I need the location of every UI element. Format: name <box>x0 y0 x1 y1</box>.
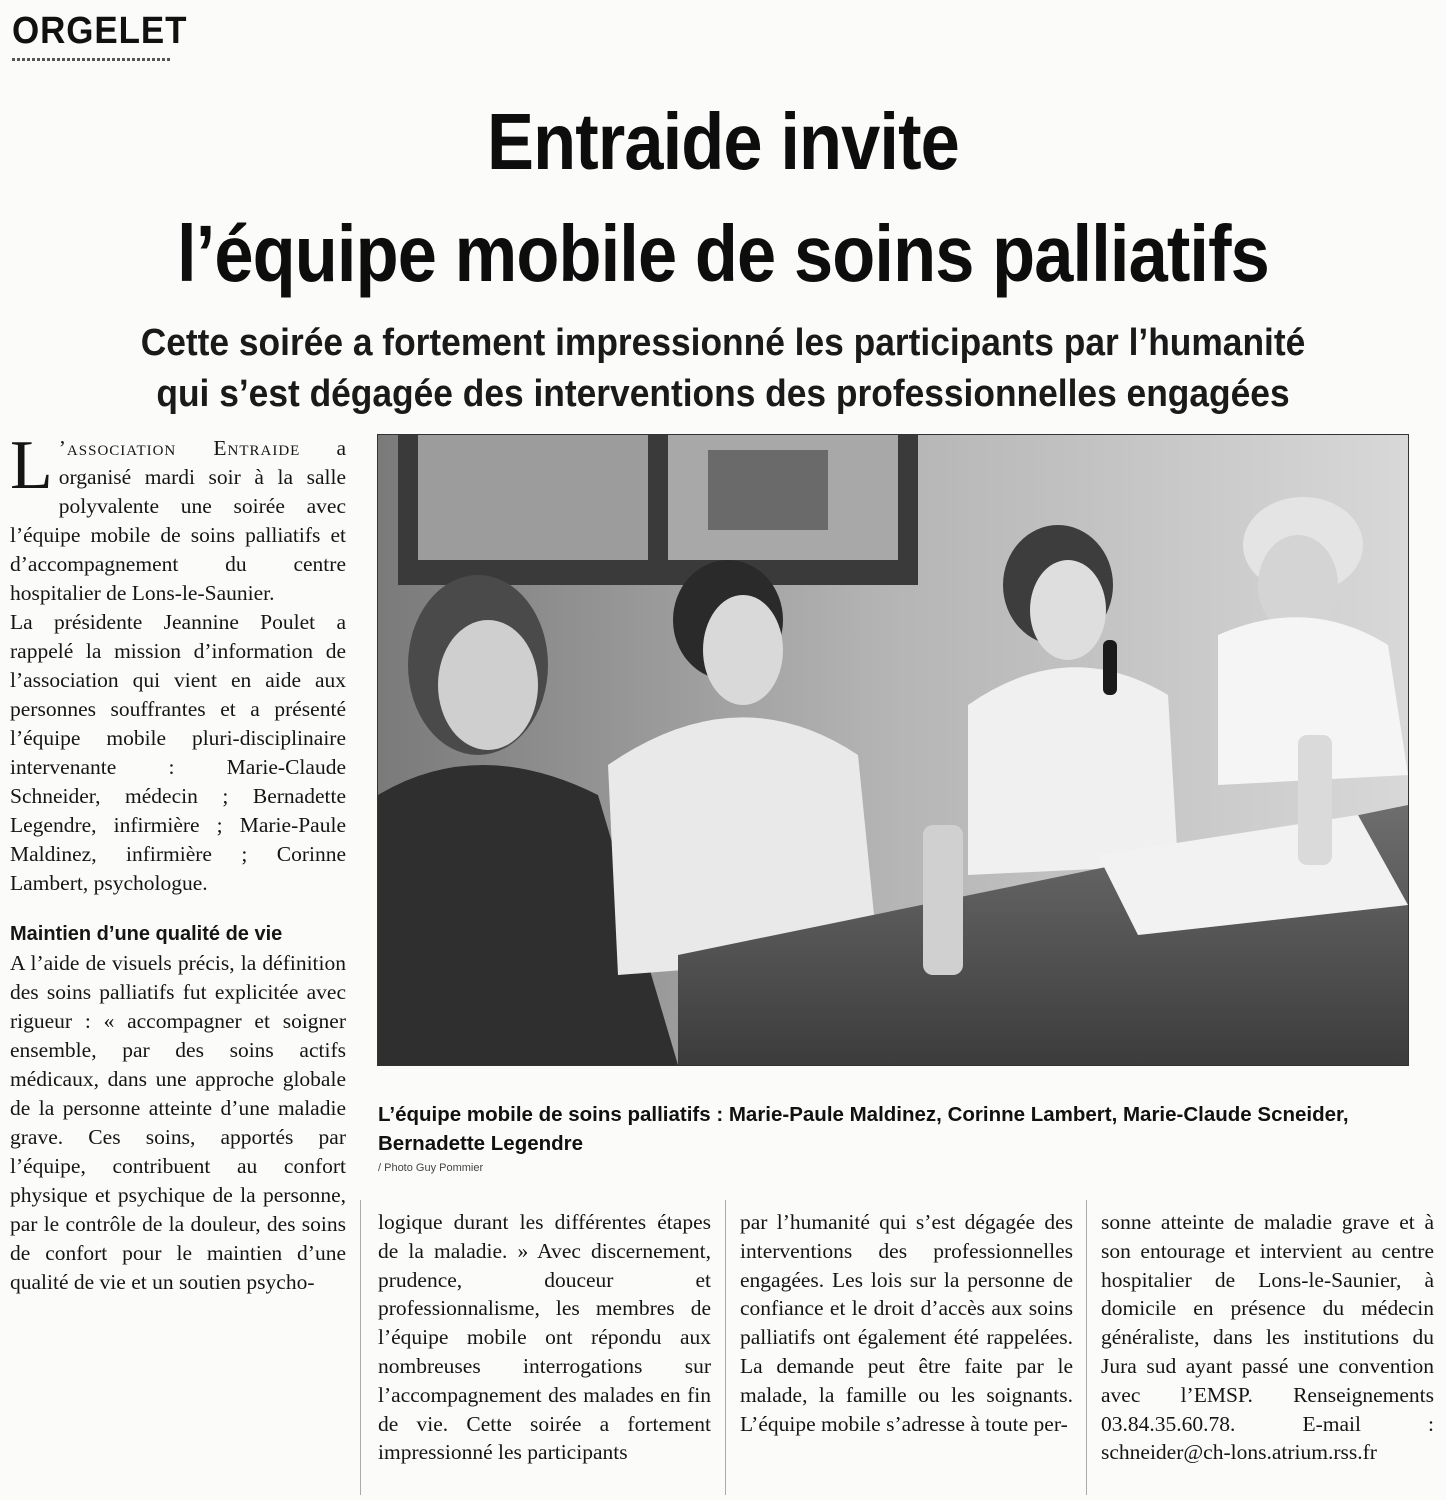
column-divider <box>360 1200 361 1495</box>
paragraph-3: A l’aide de visuels précis, la définition des soins palliatifs fut explicitée avec rigueur : « accompagner et soigner ensemble, par des soins actifs médicaux, dans une approche globale de la personne atteinte d’une maladie grave. Ces soins, apportés par l’équipe, contribuent au confort physique et psychique de la personne, par le contrôle de la douleur, des soins de confort pour le maintien d’une qualité de vie et un soutien psycho- <box>10 951 346 1294</box>
article-column-2: logique durant les différentes étapes de la maladie. » Avec discernement, prudence, douceur et professionnalisme, les membres de l’équipe mobile ont répondu aux nombreuses interrogations sur l’accompagnement des malades en fin de vie. Cette soirée a fortement impressionné les participants <box>378 1210 711 1465</box>
paragraph-1-text: a organisé mardi soir à la salle polyvalente une soirée avec l’équipe mobile de soins palliatifs et d’accompagnement du centre hospitalier de Lons-le-Saunier. <box>10 436 346 605</box>
deck-line-1: Cette soirée a fortement impressionné les participants par l’humanité <box>140 322 1306 364</box>
drop-cap: L <box>10 427 53 504</box>
photo-caption: L’équipe mobile de soins palliatifs : Marie-Paule Maldinez, Corinne Lambert, Marie-Claude Scneider, Bernadette Legendre <box>378 1103 1349 1155</box>
headline <box>0 86 1446 310</box>
column-divider <box>1086 1200 1087 1495</box>
headline-line-1: Entraide invite <box>487 97 959 186</box>
article-column-3: par l’humanité qui s’est dégagée des interventions des professionnelles engagées. Les lois sur la personne de confiance et le droit d’accès aux soins palliatifs ont également été rappelées. La demande peut être faite par le malade, la famille ou les soignants. L’équipe mobile s’adresse à toute per- <box>740 1210 1073 1436</box>
photo-illustration <box>378 435 1408 1065</box>
article-column-4: sonne atteinte de maladie grave et à son entourage et intervient au centre hospitalier de Lons-le-Saunier, à domicile en présence du médecin généraliste, dans les institutions du Jura sud ayant passé une convention avec l’EMSP. Renseignements 03.84.35.60.78. E-mail : schneider@ch-lons.atrium.rss.fr <box>1101 1210 1434 1465</box>
paragraph-2: La présidente Jeannine Poulet a rappelé la mission d’information de l’association qui vient en aide aux personnes souffrantes et a présenté l’équipe mobile pluri-disciplinaire intervenante : Marie-Claude Schneider, médecin ; Bernadette Legendre, infirmière ; Marie-Paule Maldinez, infirmière ; Corinne Lambert, psychologue. <box>10 610 346 895</box>
photo <box>377 434 1409 1066</box>
photo-credit: / Photo Guy Pommier <box>378 1162 484 1174</box>
deck <box>0 318 1446 420</box>
deck-line-2: qui s’est dégagée des interventions des professionnelles engagées <box>156 373 1290 415</box>
headline-line-2: l’équipe mobile de soins palliatifs <box>177 209 1269 298</box>
article-column-1 <box>10 427 346 1297</box>
subheading: Maintien d’une qualité de vie <box>10 923 283 945</box>
lead-in: ’association Entraide <box>58 436 301 460</box>
paragraph-1 <box>10 427 346 608</box>
column-divider <box>725 1200 726 1495</box>
section-label: ORGELET <box>12 10 188 52</box>
section-rule <box>12 58 170 61</box>
